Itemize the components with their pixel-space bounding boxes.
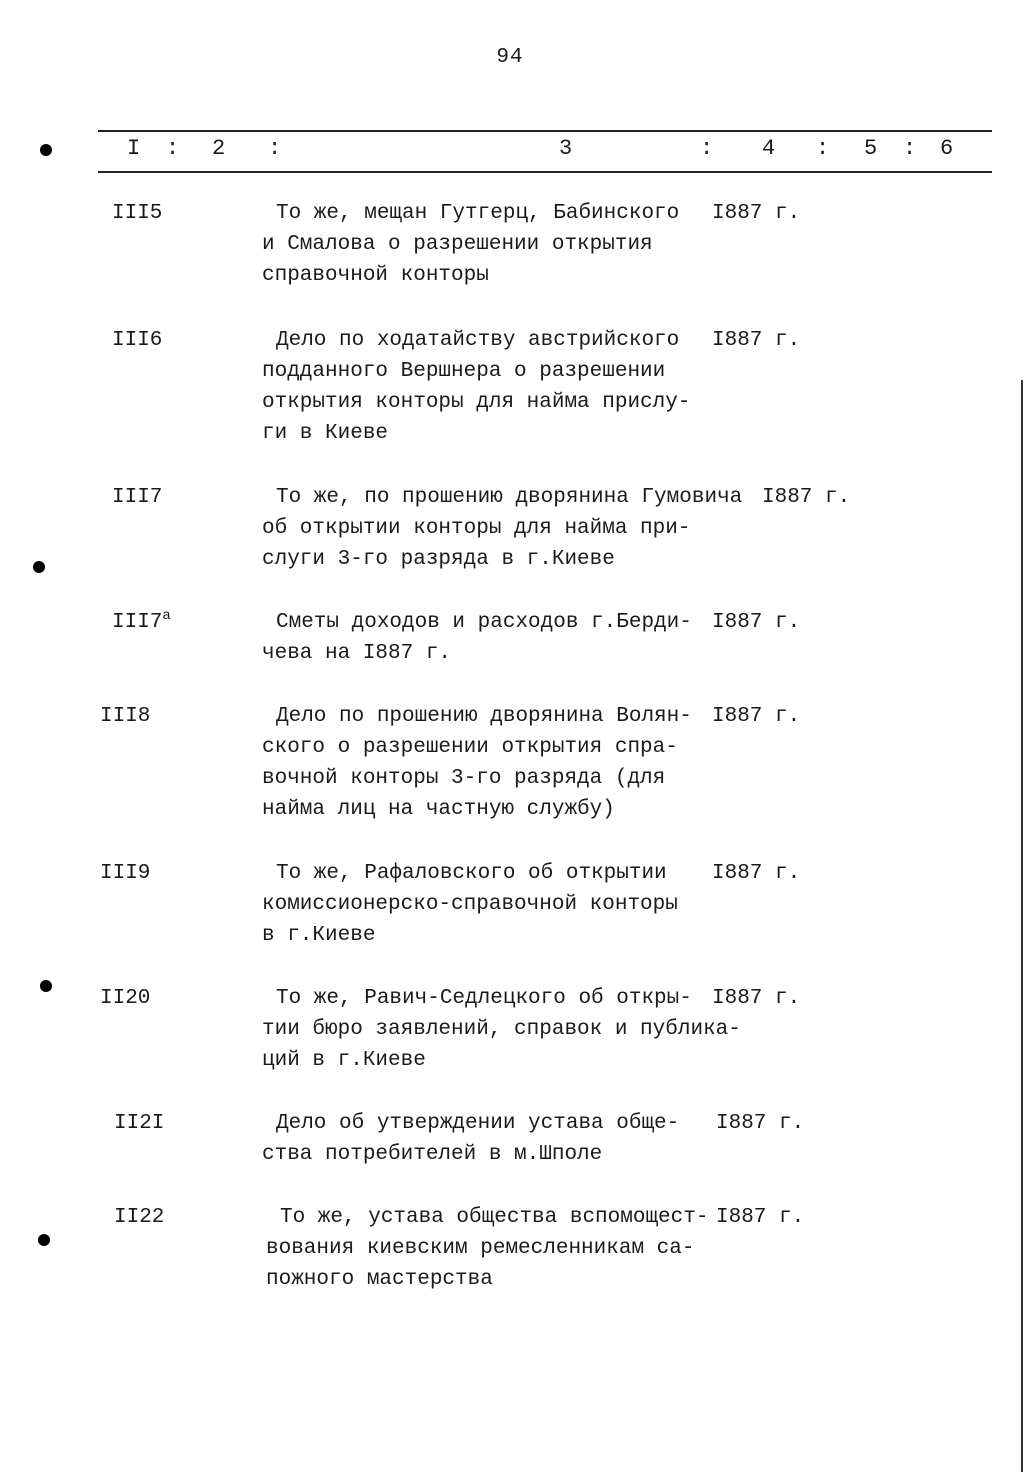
column-separator: :: [166, 136, 180, 161]
description-line: об открытии конторы для найма при-: [262, 517, 691, 540]
punch-hole-mark: [33, 561, 45, 573]
entry-description: [262, 198, 722, 291]
entry-year: I887 г.: [712, 862, 801, 885]
description-line: вования киевским ремесленникам са-: [266, 1237, 695, 1260]
entry-number: III6: [112, 329, 163, 352]
entry-year: I887 г.: [712, 705, 801, 728]
description-line: ций в г.Киеве: [262, 1049, 426, 1072]
description-line: найма лиц на частную службу): [262, 798, 615, 821]
description-line: вочной конторы 3-го разряда (для: [262, 767, 666, 790]
description-line: слуги 3-го разряда в г.Киеве: [262, 548, 615, 571]
description-line: То же, по прошению дворянина Гумовича: [276, 486, 743, 509]
description-line: справочной конторы: [262, 264, 489, 287]
entry-year: I887 г.: [712, 329, 801, 352]
page-edge-line: [1021, 380, 1023, 1472]
description-line: То же, Равич-Седлецкого об откры-: [276, 987, 692, 1010]
description-line: То же, Рафаловского об открытии: [276, 862, 667, 885]
entry-number: III9: [100, 862, 151, 885]
header-rule-top: [98, 130, 992, 132]
entry-year: I887 г.: [712, 611, 801, 634]
description-line: комиссионерско-справочной конторы: [262, 893, 678, 916]
description-line: тии бюро заявлений, справок и публика-: [262, 1018, 741, 1041]
column-header-3: 3: [559, 136, 573, 161]
description-line: То же, устава общества вспомощест-: [280, 1206, 709, 1229]
column-header-1: I: [127, 136, 141, 161]
entry-description: [262, 983, 741, 1076]
description-line: пожного мастерства: [266, 1268, 493, 1291]
description-line: То же, мещан Гутгерц, Бабинского: [276, 202, 680, 225]
entry-number: II20: [100, 987, 151, 1010]
entry-number: III8: [100, 705, 151, 728]
description-line: Сметы доходов и расходов г.Берди-: [276, 611, 692, 634]
entry-number-superscript: а: [162, 608, 171, 624]
entry-year: I887 г.: [712, 987, 801, 1010]
entry-number: $III7^а$: [112, 608, 171, 634]
column-header-4: 4: [762, 136, 776, 161]
description-line: открытия конторы для найма прислу-: [262, 391, 691, 414]
column-separator: :: [903, 136, 917, 161]
entry-description: [262, 858, 722, 951]
column-header-2: 2: [212, 136, 226, 161]
column-header-5: 5: [864, 136, 878, 161]
page-number: 94: [496, 46, 524, 69]
punch-hole-mark: [40, 980, 52, 992]
entry-description: [262, 701, 722, 825]
column-separator: :: [268, 136, 282, 161]
description-line: чева на I887 г.: [262, 642, 452, 665]
description-line: Дело по ходатайству австрийского: [276, 329, 680, 352]
entry-year: I887 г.: [716, 1112, 805, 1135]
column-separator: :: [700, 136, 714, 161]
entry-number: II2I: [114, 1112, 165, 1135]
entry-year: I887 г.: [712, 202, 801, 225]
punch-hole-mark: [38, 1234, 50, 1246]
entry-description: [262, 1108, 722, 1170]
description-line: Дело об утверждении устава обще-: [276, 1112, 680, 1135]
header-rule-bottom: [98, 171, 992, 173]
entry-number: II22: [114, 1206, 165, 1229]
column-header-6: 6: [940, 136, 954, 161]
description-line: Дело по прошению дворянина Волян-: [276, 705, 692, 728]
entry-description: [266, 1202, 726, 1295]
entry-number: III7: [112, 486, 163, 509]
entry-number: III5: [112, 202, 163, 225]
description-line: и Смалова о разрешении открытия: [262, 233, 653, 256]
entry-year: I887 г.: [762, 486, 851, 509]
description-line: ги в Киеве: [262, 422, 389, 445]
description-line: подданного Вершнера о разрешении: [262, 360, 666, 383]
description-line: ства потребителей в м.Шполе: [262, 1143, 603, 1166]
description-line: ского о разрешении открытия спра-: [262, 736, 678, 759]
entry-description: [262, 325, 722, 449]
column-separator: :: [816, 136, 830, 161]
entry-description: [262, 482, 743, 575]
column-header-row: [0, 136, 1024, 166]
description-line: в г.Киеве: [262, 924, 376, 947]
entry-description: [262, 607, 722, 669]
entry-year: I887 г.: [716, 1206, 805, 1229]
